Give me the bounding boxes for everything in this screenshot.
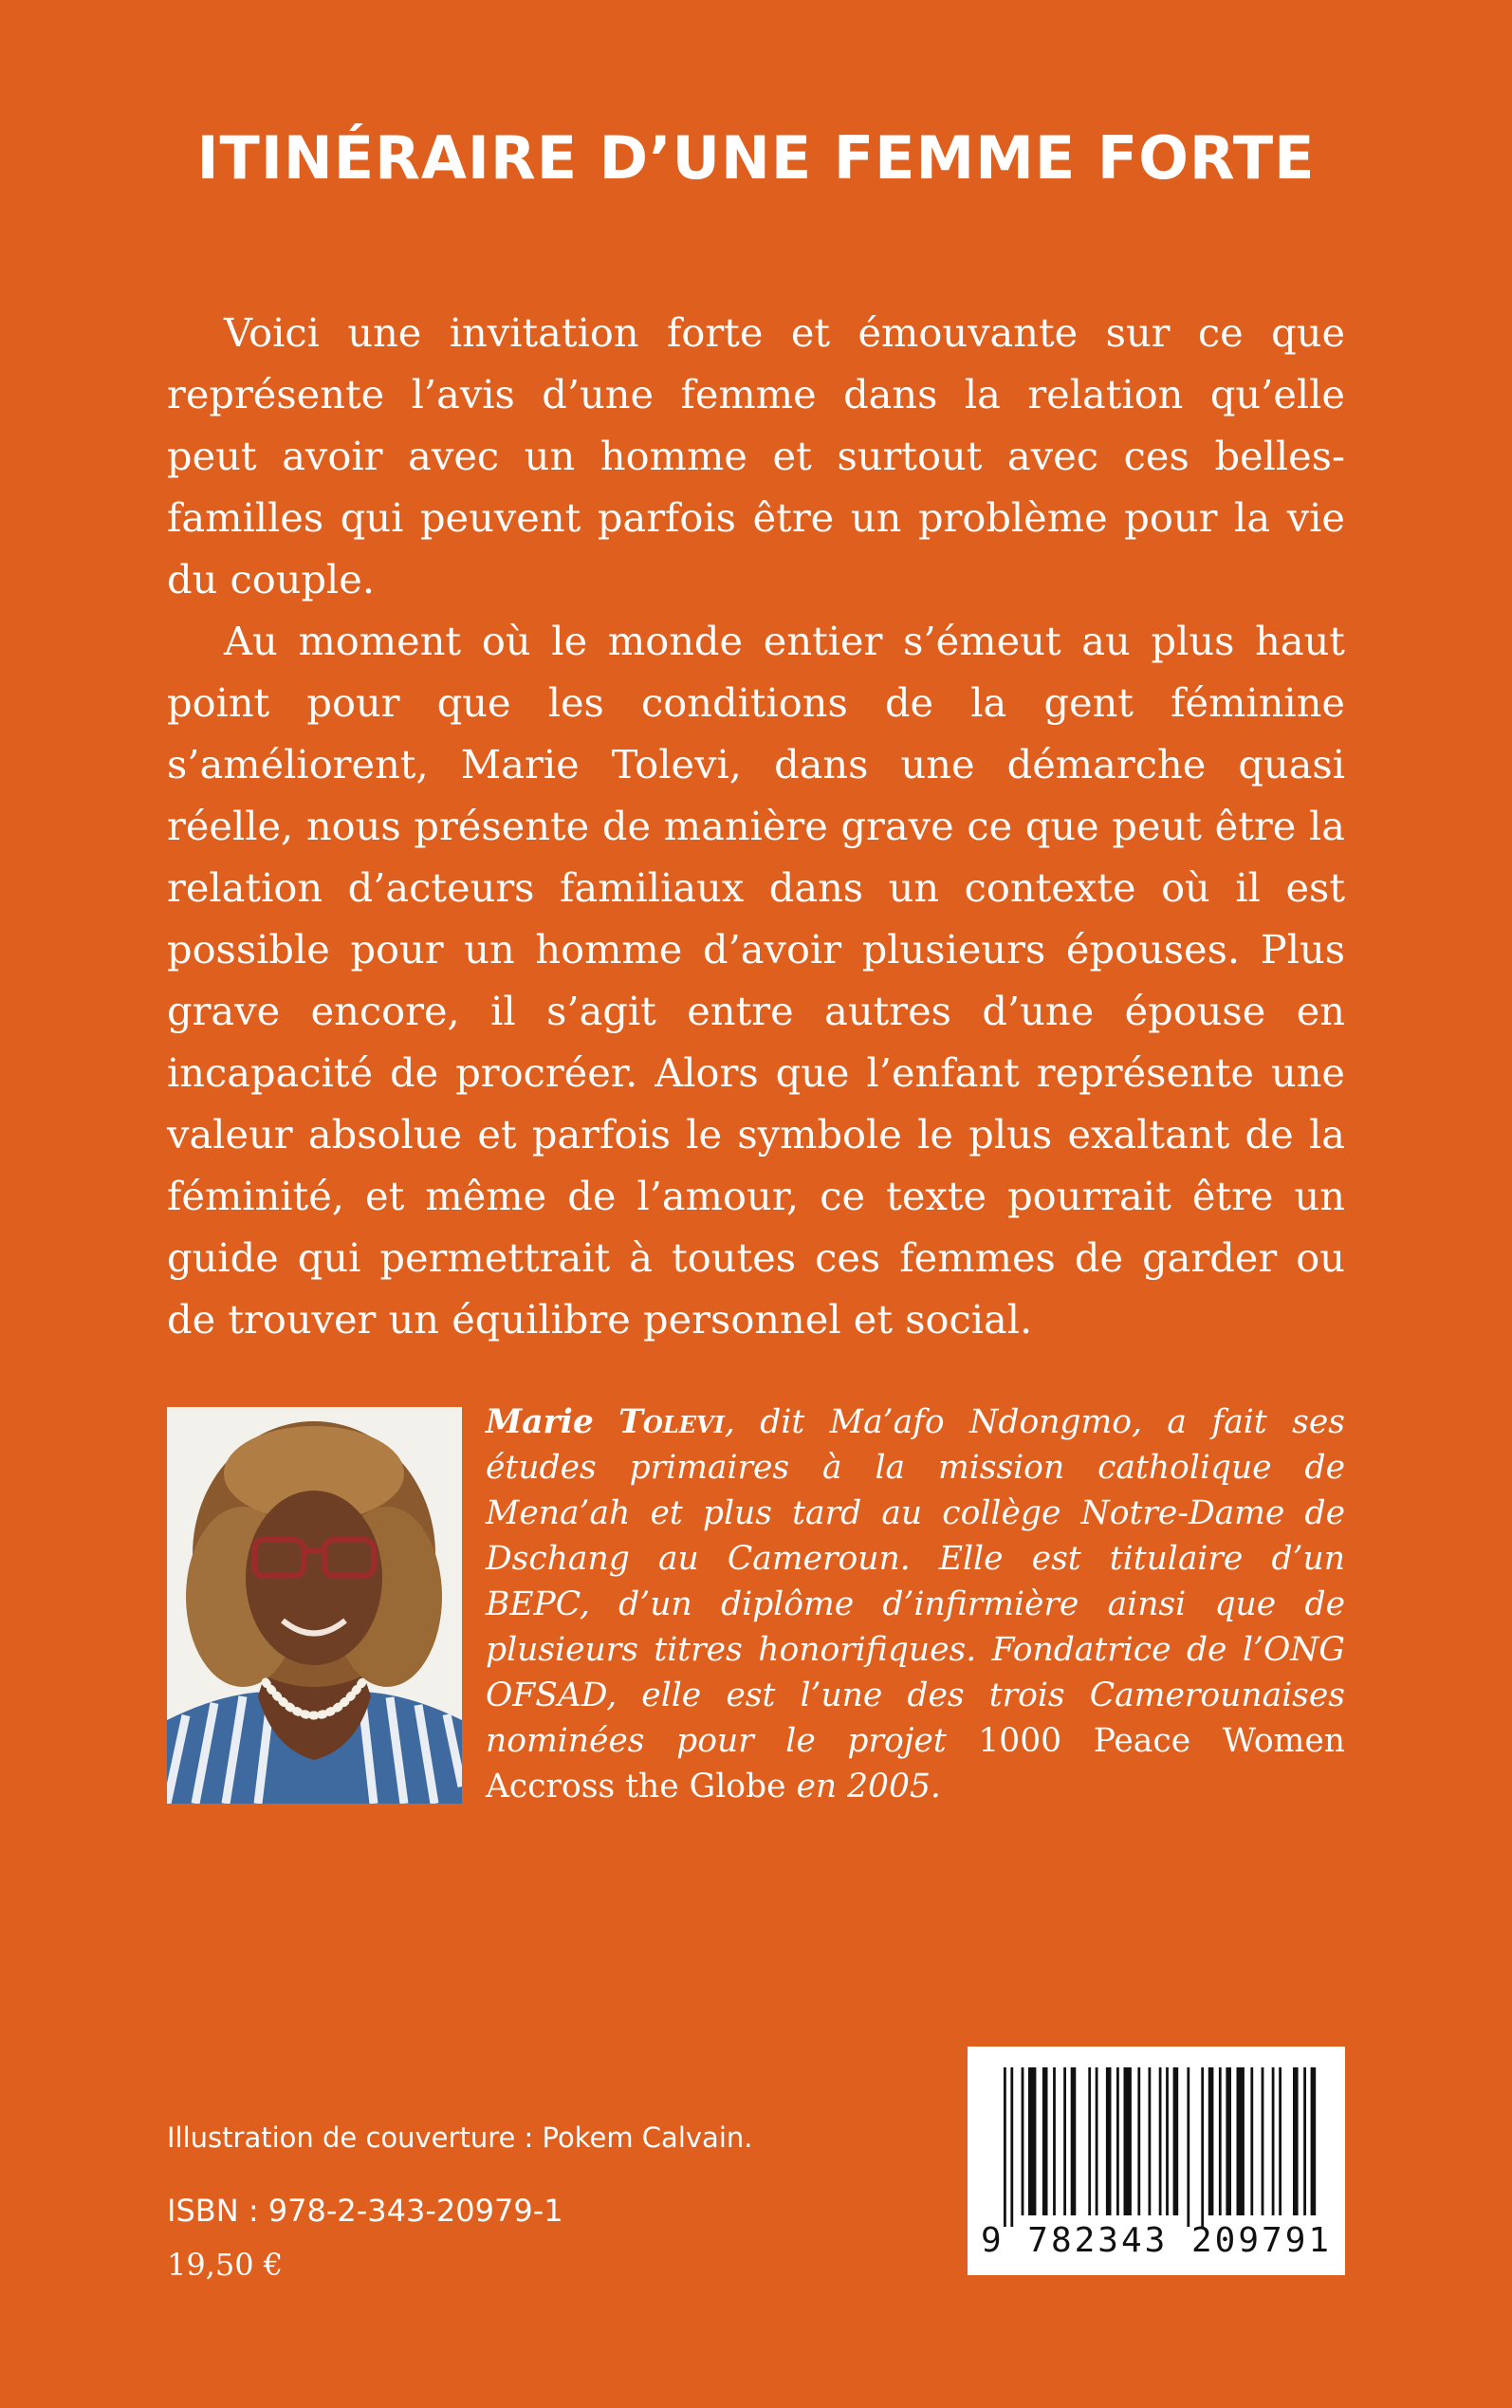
author-bio-text: , dit Ma’afo Ndongmo, a fait ses études primaires à la mission catholique de Mena’ah et plus tard au collège Notre-Dame de Dschang au Cameroun. Elle est titulaire d’un BEPC, d’un diplôme d’infirmière ainsi que de plusieurs titres honorifiques. Fondatrice de l’ONG OFSAD, elle est l’une des trois Camerounaises nominées pour le projet bbox=[486, 1403, 1345, 1760]
barcode-bar bbox=[1010, 2067, 1013, 2227]
barcode-bar bbox=[1053, 2067, 1056, 2215]
barcode-bar bbox=[1088, 2067, 1091, 2215]
barcode-bar bbox=[1116, 2067, 1119, 2215]
barcode-bar bbox=[1262, 2067, 1264, 2215]
blurb-paragraph: Voici une invitation forte et émouvante sur ce que représente l’avis d’une femme dans la relation qu’elle peut avoir avec un homme et surtout avec ces belles-familles qui peuvent parfois être un problème pour la vie du couple. bbox=[167, 309, 1345, 602]
barcode-bar bbox=[1173, 2067, 1179, 2215]
barcode-bar bbox=[1063, 2067, 1066, 2215]
barcode-bar bbox=[1028, 2067, 1036, 2215]
author-bio bbox=[486, 1399, 1345, 1809]
barcode-bar bbox=[1166, 2067, 1169, 2215]
cover-illustration-credit: Illustration de couverture : Pokem Calvain. bbox=[167, 2121, 753, 2154]
book-title: ITINÉRAIRE D’UNE FEMME FORTE bbox=[196, 123, 1316, 193]
barcode-bar bbox=[1219, 2067, 1222, 2215]
barcode-bar bbox=[1042, 2067, 1048, 2215]
barcode-bar bbox=[1071, 2067, 1077, 2215]
barcode-bar bbox=[1226, 2067, 1231, 2215]
barcode-bar bbox=[1208, 2067, 1214, 2215]
barcode-bar bbox=[1272, 2067, 1275, 2215]
isbn: ISBN : 978-2-343-20979-1 bbox=[167, 2193, 563, 2229]
barcode-bar bbox=[1311, 2067, 1317, 2215]
author-photo bbox=[167, 1407, 462, 1804]
barcode-bar bbox=[1250, 2067, 1253, 2215]
barcode-bar bbox=[1106, 2067, 1112, 2215]
barcode-bar bbox=[1159, 2067, 1162, 2215]
barcode-bar bbox=[1096, 2067, 1098, 2215]
barcode-bar bbox=[1022, 2067, 1024, 2215]
back-cover-blurb bbox=[167, 302, 1345, 1350]
author-last-name: Tolevi bbox=[618, 1403, 725, 1441]
barcode-digits: 9 782343 209791 bbox=[980, 2221, 1333, 2260]
barcode-bar bbox=[1293, 2067, 1299, 2215]
barcode-bar bbox=[1149, 2067, 1152, 2215]
project-name: 1000 Peace Women Accross the Globe bbox=[486, 1722, 1345, 1806]
barcode-bar bbox=[1237, 2067, 1245, 2215]
barcode-bar bbox=[1137, 2067, 1140, 2215]
author-bio-year: en 2005. bbox=[785, 1768, 941, 1806]
price: 19,50 € bbox=[167, 2247, 284, 2283]
barcode bbox=[968, 2047, 1345, 2275]
blurb-paragraph: Au moment où le monde entier s’émeut au plus haut point pour que les conditions de la gent féminine s’améliorent, Marie Tolevi, dans une démarche quasi réelle, nous présente de manière grave ce que peut être la relation d’acteurs familiaux dans un contexte où il est possible pour un homme d’avoir plusieurs épouses. Plus grave encore, il s’agit entre autres d’une épouse en incapacité de procréer. Alors que l’enfant représente une valeur absolue et parfois le symbole le plus exaltant de la féminité, et même de l’amour, ce texte pourrait être un guide qui permettrait à toutes ces femmes de garder ou de trouver un équilibre personnel et social. bbox=[167, 618, 1345, 1343]
barcode-bar bbox=[1201, 2067, 1204, 2227]
barcode-bar bbox=[1124, 2067, 1132, 2215]
barcode-bar bbox=[1279, 2067, 1282, 2215]
barcode-bar bbox=[1187, 2067, 1189, 2227]
author-first-name: Marie bbox=[486, 1403, 594, 1441]
barcode-bar bbox=[1004, 2067, 1006, 2227]
barcode-bar bbox=[1303, 2067, 1306, 2215]
